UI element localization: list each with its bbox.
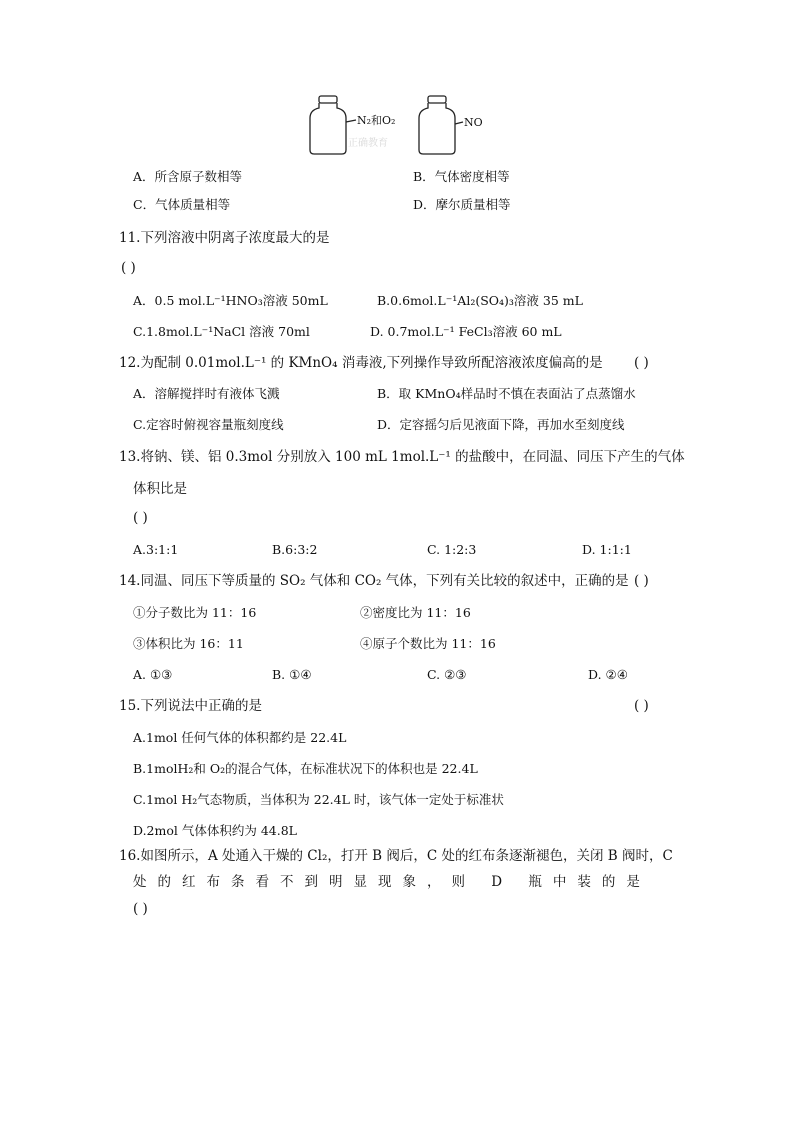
bottle-right	[419, 96, 463, 154]
q11-answer-paren: ( )	[121, 260, 136, 276]
q14-statement-1: ①分子数比为 11：16	[133, 605, 257, 620]
q11-option-a: A．0.5 mol.L⁻¹HNO₃溶液 50mL	[133, 293, 328, 308]
q15-option-b: B.1molH₂和 O₂的混合气体，在标准状况下的体积也是 22.4L	[133, 761, 478, 776]
q15-option-d: D.2mol 气体体积约为 44.8L	[133, 823, 297, 838]
q16-answer-paren: ( )	[133, 901, 148, 917]
q15-option-a: A.1mol 任何气体的体积都约是 22.4L	[133, 730, 347, 745]
q13-stem-line2: 体积比是	[133, 481, 187, 497]
q10-option-d: D．摩尔质量相等	[413, 197, 511, 212]
q13-option-b: B.6:3:2	[272, 542, 318, 557]
q11-option-b: B.0.6mol.L⁻¹Al₂(SO₄)₃溶液 35 mL	[377, 293, 583, 308]
q12-answer-paren: ( )	[634, 355, 649, 371]
q14-statement-2: ②密度比为 11：16	[360, 605, 471, 620]
q14-option-d: D. ②④	[588, 667, 628, 682]
q10-option-a: A．所含原子数相等	[133, 169, 243, 184]
q10-option-b: B．气体密度相等	[413, 169, 510, 184]
q14-stem: 14.同温、同压下等质量的 SO₂ 气体和 CO₂ 气体，下列有关比较的叙述中，正确的是	[119, 573, 629, 589]
q14-option-b: B. ①④	[272, 667, 312, 682]
q12-option-b: B．取 KMnO₄样品时不慎在表面沾了点蒸馏水	[377, 386, 636, 401]
q13-option-d: D. 1:1:1	[582, 542, 632, 557]
watermark: 正确教育	[348, 138, 388, 149]
bottle-right-label: NO	[464, 116, 483, 129]
q12-option-c: C.定容时俯视容量瓶刻度线	[133, 417, 284, 432]
q10-option-c: C．气体质量相等	[133, 197, 231, 212]
q14-option-c: C. ②③	[427, 667, 467, 682]
q12-option-a: A．溶解搅拌时有液体飞溅	[133, 386, 280, 401]
q11-option-c: C.1.8mol.L⁻¹NaCl 溶液 70ml	[133, 324, 310, 339]
q13-stem: 13.将钠、镁、铝 0.3mol 分别放入 100 mL 1mol.L⁻¹ 的盐酸中，在同温、同压下产生的气体	[119, 449, 685, 465]
q12-option-d: D．定容摇匀后见液面下降，再加水至刻度线	[377, 417, 625, 432]
q16-stem: 16.如图所示，A 处通入干燥的 Cl₂，打开 B 阀后，C 处的红布条逐渐褪色，关闭 B 阀时，C	[119, 848, 673, 864]
q13-option-c: C. 1:2:3	[427, 542, 477, 557]
q14-option-a: A. ①③	[133, 667, 173, 682]
q11-stem: 11.下列溶液中阴离子浓度最大的是	[119, 230, 330, 246]
q13-answer-paren: ( )	[133, 510, 148, 526]
q14-statement-4: ④原子个数比为 11：16	[360, 636, 496, 651]
q14-statement-3: ③体积比为 16：11	[133, 636, 244, 651]
q11-option-d: D. 0.7mol.L⁻¹ FeCl₃溶液 60 mL	[370, 324, 562, 339]
bottle-left-label: N₂和O₂	[357, 114, 396, 127]
q15-stem: 15.下列说法中正确的是	[119, 698, 262, 714]
q15-answer-paren: ( )	[634, 698, 649, 714]
q15-option-c: C.1mol H₂气态物质，当体积为 22.4L 时，该气体一定处于标准状	[133, 792, 504, 807]
q13-option-a: A.3:1:1	[133, 542, 179, 557]
q14-answer-paren: ( )	[634, 573, 649, 589]
q12-stem: 12.为配制 0.01mol.L⁻¹ 的 KMnO₄ 消毒液,下列操作导致所配溶液浓度偏高的是	[119, 355, 603, 371]
gas-bottles-figure	[300, 92, 510, 162]
q16-stem-line2: 处的红布条看不到明显现象，则 D 瓶中装的是	[133, 874, 651, 890]
